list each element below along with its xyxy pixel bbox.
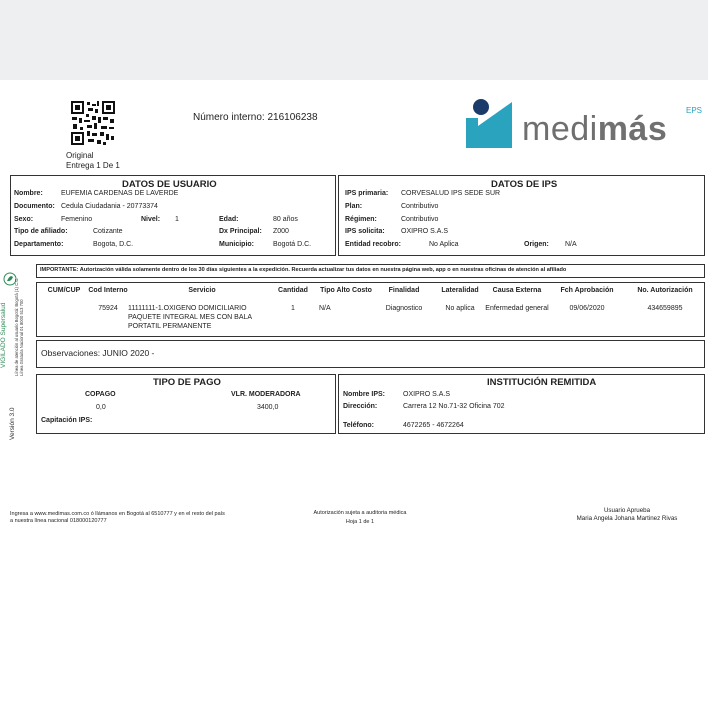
edad-value: 80 años [273,216,298,223]
sexo-label: Sexo: [14,216,34,223]
version-label: Versión 3.0 [9,407,16,440]
datos-usuario-box [10,175,336,256]
dx-value: Z000 [273,228,289,235]
footer-usuario-nombre: Maria Angela Johana Martinez Rivas [576,515,678,522]
header-cum: CUM/CUP [47,287,81,294]
entidad-recobro-label: Entidad recobro: [345,241,402,248]
footer-auditoria: Autorización sujeta a auditoria médica [313,510,407,516]
plan-label: Plan: [345,203,363,210]
institucion-remitida-box [338,374,705,434]
importante-label: IMPORTANTE: [40,267,79,273]
departamento-label: Departamento: [14,241,64,248]
plan-value: Contributivo [401,203,439,210]
entrega-label: Entrega 1 De 1 [66,161,120,170]
regimen-value: Contributivo [401,216,439,223]
datos-ips-box [338,175,705,256]
remitida-telefono-value: 4672265 - 4672264 [403,422,464,429]
ips-solicita-label: IPS solicita: [345,228,385,235]
cell-alto-costo: N/A [319,305,331,312]
datos-usuario-title: DATOS DE USUARIO [122,179,217,190]
nombre-label: Nombre: [14,190,43,197]
copago-label: COPAGO [85,391,116,398]
header-servicio: Servicio [188,287,216,294]
numero-interno: Número interno: 216106238 [193,112,318,123]
sexo-value: Femenino [61,216,93,223]
entidad-recobro-value: No Aplica [429,241,459,248]
servicios-box [36,282,705,337]
header-causa-externa: Causa Externa [492,287,542,294]
header-fch-aprobacion: Fch Aprobación [560,287,614,294]
logo-mark-icon [466,96,514,152]
edad-label: Edad: [219,216,239,223]
cell-cantidad: 1 [291,305,295,312]
tipo-pago-box [36,374,336,434]
remitida-telefono-label: Teléfono: [343,422,374,429]
ips-primaria-value: CORVESALUD IPS SEDE SUR [401,190,501,197]
header-cantidad: Cantidad [278,287,308,294]
original-label: Original [66,151,94,160]
remitida-nombre-label: Nombre IPS: [343,391,386,398]
vigilado-supersalud: VIGILADO Supersalud [0,302,7,368]
header-finalidad: Finalidad [388,287,420,294]
logo-text-mas: más [597,110,668,148]
cell-lateralidad: No aplica [445,305,475,312]
header-lateralidad: Lateralidad [441,287,479,294]
remitida-direccion-value: Carrera 12 No.71-32 Oficina 702 [403,403,505,410]
nivel-label: Nivel: [141,216,161,223]
tipo-afiliado-label: Tipo de afiliado: [14,228,68,235]
origen-label: Origen: [524,241,549,248]
nombre-value: EUFEMIA CARDENAS DE LAVERDE [61,190,179,197]
dx-label: Dx Principal: [219,228,262,235]
datos-ips-title: DATOS DE IPS [491,179,558,190]
header-alto-costo: Tipo Alto Costo [320,287,372,294]
qr-code-icon [70,100,116,146]
copago-value: 0,0 [96,404,106,411]
documento-value: Cedula Ciudadania - 20773374 [61,203,158,210]
remitida-direccion-label: Dirección: [343,403,378,410]
ips-solicita-value: OXIPRO S.A.S [401,228,449,235]
footer-usuario-aprueba: Usuario Aprueba [603,507,651,514]
cell-finalidad: Diagnostico [385,305,423,312]
capitacion-label: Capitación IPS: [41,417,93,424]
origen-value: N/A [565,241,577,248]
institucion-remitida-title: INSTITUCIÓN REMITIDA [487,377,597,388]
moderadora-label: VLR. MODERADORA [231,391,301,398]
logo-eps: EPS [686,106,703,115]
tipo-pago-title: TIPO DE PAGO [153,377,221,388]
municipio-label: Municipio: [219,241,254,248]
header-no-autorizacion: No. Autorización [637,287,693,294]
importante-text: Autorización válida solamente dentro de los 30 días siguientes a la expedición. Recuerda actualizar tus datos en nuestra página web, app o en nuestras oficinas de atención al afiliado [79,267,567,273]
cell-servicio: 11111111-1.OXIGENO DOMICILIARIO PAQUETE INTEGRAL MES CON BALA PORTATIL PERMANENTE [128,305,252,330]
ips-primaria-label: IPS primaria: [345,190,389,197]
header-cod-interno: Cod Interno [88,287,128,294]
footer-hoja: Hoja 1 de 1 [345,519,375,525]
cell-fch-aprobacion: 09/06/2020 [569,305,605,312]
observaciones-text: Observaciones: JUNIO 2020 - [41,348,155,358]
moderadora-value: 3400,0 [257,404,279,411]
cell-causa-externa: Enfermedad general [485,305,549,312]
importante-box [36,264,705,278]
tipo-afiliado-value: Cotizante [93,228,123,235]
medimas-logo [466,96,706,154]
documento-label: Documento: [14,203,55,210]
observaciones-box [36,340,705,368]
linea-atencion: Línea de atención al usuario Bogotá: Bogotá (1) C.C. Línea Gratuita Nacional 01 8000 513 700 [14,277,24,376]
logo-text-medi: medi [522,110,598,148]
municipio-value: Bogotá D.C. [273,241,312,248]
remitida-nombre-value: OXIPRO S.A.S [403,391,451,398]
top-bar [0,0,708,80]
footer-contact: Ingresa a www.medimas.com.co ó llámanos en Bogotá al 6510777 y en el resto del país a nuestra línea nacional 018000120777 [10,511,225,524]
nivel-value: 1 [175,216,179,223]
cell-no-autorizacion: 434659895 [647,305,683,312]
departamento-value: Bogota, D.C. [93,241,134,248]
regimen-label: Régimen: [345,216,377,223]
cell-cod-interno: 75924 [98,305,118,312]
